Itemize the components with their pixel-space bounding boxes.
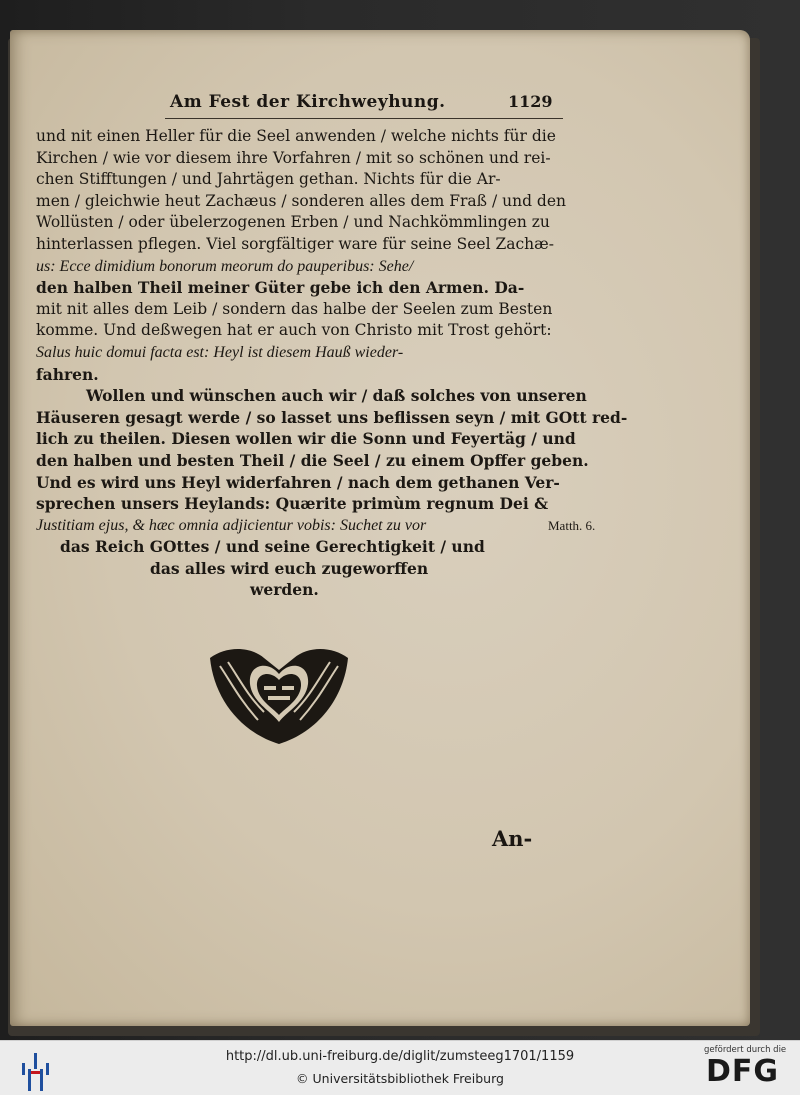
text-line: us: Ecce dimidium bonorum meorum do pauperibus: Sehe/ [36, 257, 414, 275]
text-line: den halben und besten Theil / die Seel / zu einem Opffer geben. [36, 450, 589, 470]
dfg-logo[interactable]: DFG [706, 1054, 780, 1089]
text-line: Kirchen / wie vor diesem ihre Vorfahren / mit so schönen und rei- [36, 148, 551, 167]
text-line: men / gleichwie heut Zachæus / sonderen alles dem Fraß / und den [36, 191, 566, 210]
document-url-link[interactable]: http://dl.ub.uni-freiburg.de/diglit/zumsteeg1701/1159 [225, 1049, 575, 1064]
text-line: das alles wird euch zugeworffen [150, 558, 429, 578]
text-line: Wollen und wünschen auch wir / daß solches von unseren [86, 386, 587, 406]
text-line: werden. [250, 580, 319, 600]
text-line: lich zu theilen. Diesen wollen wir die Sonn und Feyertäg / und [36, 429, 576, 449]
margin-note: Matth. 6. [548, 518, 596, 533]
page-number: 1129 [508, 92, 553, 111]
viewer-footer [0, 1040, 800, 1095]
text-line: Wollüsten / oder übelerzogenen Erben / und Nachkömmlingen zu [36, 213, 550, 232]
funding-caption: gefördert durch die [704, 1045, 787, 1055]
text-line: chen Stifftungen / und Jahrtägen gethan. Nichts für die Ar- [36, 170, 501, 189]
text-line: Häuseren gesagt werde / so lasset uns beflissen seyn / mit GOtt red- [36, 407, 628, 427]
text-line: hinterlassen pflegen. Viel sorgfältiger ware für seine Seel Zachæ- [36, 234, 554, 253]
text-line: mit nit alles dem Leib / sondern das halbe der Seelen zum Besten [36, 299, 553, 318]
text-line: Und es wird uns Heyl widerfahren / nach dem gethanen Ver- [36, 472, 560, 492]
catchword: An- [492, 826, 533, 851]
text-line: das Reich GOttes / und seine Gerechtigkeit / und [60, 537, 485, 557]
text-line: Justitiam ejus, & hæc omnia adjicientur vobis: Suchet zu vor [36, 516, 427, 534]
running-head: Am Fest der Kirchweyhung. [170, 92, 446, 112]
text-line: den halben Theil meiner Güter gebe ich den Armen. Da- [36, 278, 525, 298]
text-line: fahren. [36, 364, 99, 384]
head-rule [165, 118, 563, 119]
text-line: und nit einen Heller für die Seel anwenden / welche nichts für die [36, 127, 556, 145]
winged-heart-ornament-icon [206, 640, 352, 748]
text-line: sprechen unsers Heylands: Quærite primùm regnum Dei & [36, 494, 549, 514]
copyright-notice: © Universitätsbibliothek Freiburg [296, 1071, 504, 1086]
text-line: komme. Und deßwegen hat er auch von Christo mit Trost gehört: [36, 321, 552, 340]
text-line: Salus huic domui facta est: Heyl ist diesem Hauß wieder- [36, 343, 404, 361]
